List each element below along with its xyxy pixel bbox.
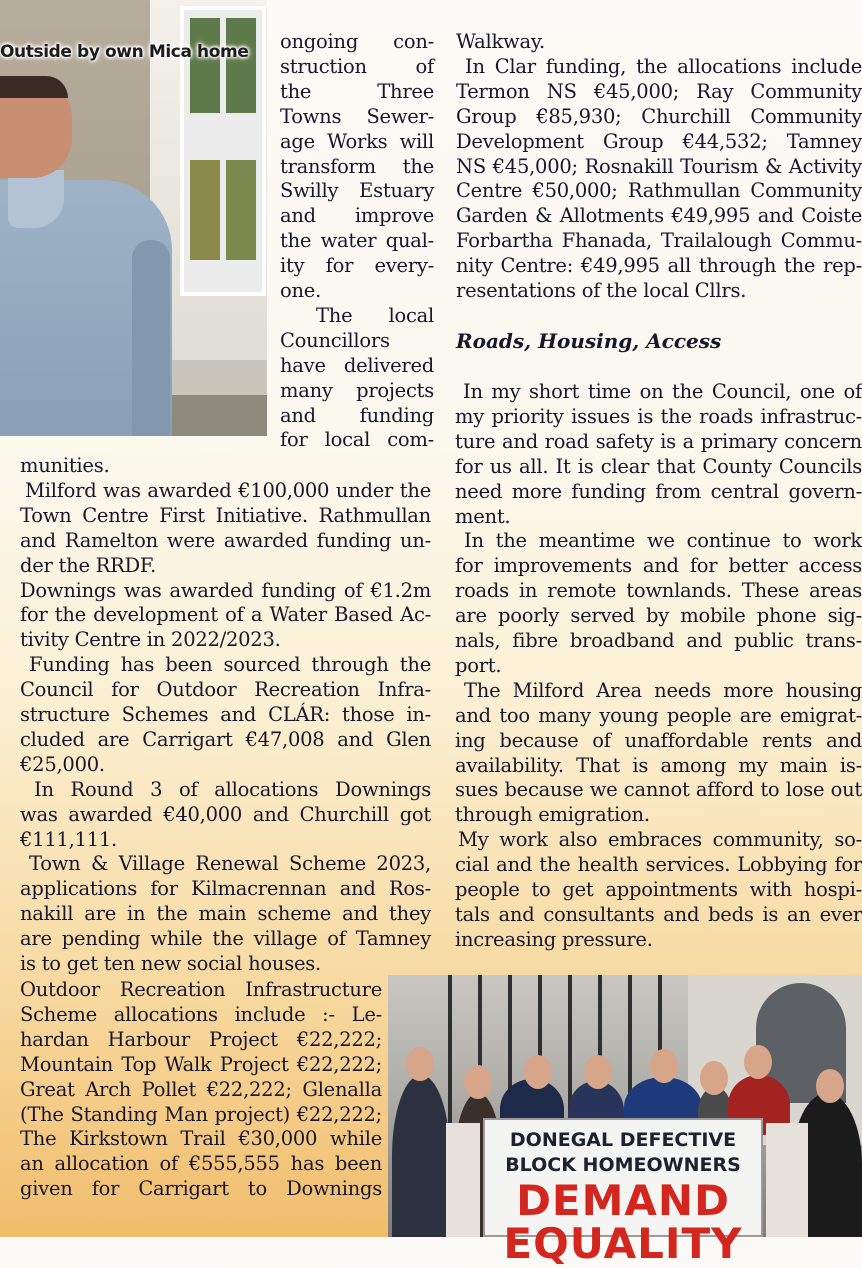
text-line: €111,111. (20, 827, 117, 851)
person-hair (0, 76, 68, 98)
text-line: tals and consultants and beds is an ever (455, 902, 862, 926)
text-line: for the development of a Water Based Ac- (20, 603, 431, 627)
text-line: Scheme allocations include :- Le- (20, 1002, 382, 1026)
photo-homeowner-outside-house (0, 0, 267, 436)
text-line: Outdoor Recreation Infrastructure (20, 978, 382, 1001)
protester-face (464, 1065, 492, 1099)
text-line: Development Group €44,532; Tamney (456, 129, 862, 153)
text-line: ment. (455, 504, 511, 528)
text-line: for us all. It is clear that County Councils (455, 454, 862, 478)
protest-banner (483, 1118, 763, 1268)
text-line: Town & Village Renewal Scheme 2023, (29, 852, 431, 876)
text-line: for improvements and for better access (455, 554, 862, 578)
text-line: der the RRDF. (20, 553, 157, 577)
text-line: Walkway. (456, 30, 545, 53)
text-line: an allocation of €555,555 has been (20, 1152, 382, 1176)
text-line: given for Carrigart to Downings (20, 1177, 382, 1201)
text-line: Garden & Allotments €49,995 and Coiste (456, 204, 862, 228)
placard-right (766, 1123, 808, 1237)
text-line: applications for Kilmacrennan and Ros- (20, 877, 431, 901)
text-line: have delivered (280, 353, 434, 377)
text-line: cial and the health services. Lobbying for (455, 853, 862, 877)
text-line: and funding (280, 403, 434, 427)
text-line: In Clar funding, the allocations include (465, 54, 862, 78)
text-line: munities. (20, 454, 110, 477)
text-line: and improve (280, 204, 434, 228)
text-line: are pending while the village of Tamney (20, 927, 431, 951)
text-line: (The Standing Man project) €22,222; (20, 1102, 382, 1126)
text-line: ture and road safety is a primary concern (455, 429, 862, 453)
text-line: struction of (280, 54, 434, 78)
person-arm (132, 240, 170, 436)
banner-line-2: BLOCK HOMEOWNERS (505, 1154, 741, 1176)
house-sill (168, 360, 267, 400)
text-line: hardan Harbour Project €22,222; (20, 1027, 382, 1051)
text-line: increasing pressure. (455, 927, 653, 951)
text-line: resentations of the local Cllrs. (456, 279, 747, 302)
banner-line-1: DONEGAL DEFECTIVE (509, 1129, 737, 1151)
text-line: nals, fibre broadband and public trans- (455, 629, 862, 652)
protester-face (524, 1055, 552, 1089)
section-heading: Roads, Housing, Access (456, 329, 722, 353)
text-line: The Kirkstown Trail €30,000 while (20, 1127, 382, 1151)
text-line: Mountain Top Walk Project €22,222; (20, 1052, 382, 1076)
text-line: one. (280, 279, 322, 302)
text-line: Swilly Estuary (280, 179, 434, 203)
text-line: age Works will (280, 129, 434, 153)
text-line: Council for Outdoor Recreation Infra- (20, 678, 431, 702)
text-line: the Three (280, 79, 434, 103)
text-line: ity for every- (280, 254, 434, 278)
protester (392, 1075, 450, 1237)
protester-face (406, 1047, 434, 1081)
text-line: tivity Centre in 2022/2023. (20, 628, 281, 652)
text-line: my priority issues is the roads infrastruc- (455, 404, 862, 428)
text-line: NS €45,000; Rosnakill Tourism & Activity (456, 154, 862, 178)
text-line: Town Centre First Initiative. Rathmullan (20, 503, 431, 527)
text-line: Centre €50,000; Rathmullan Community (456, 179, 862, 203)
text-line: roads in remote townlands. These areas (455, 579, 862, 603)
text-line: need more funding from central govern- (455, 479, 862, 503)
banner-line-4: EQUALITY (503, 1219, 743, 1268)
text-line: availability. That is among my main is- (455, 753, 862, 777)
text-line: Downings was awarded funding of €1.2m (20, 578, 431, 602)
text-line: Group €85,930; Churchill Community (456, 104, 862, 128)
protester-face (650, 1049, 678, 1083)
text-line: In Round 3 of allocations Downings (34, 777, 431, 801)
text-line: and Ramelton were awarded funding un- (20, 528, 431, 552)
text-line: Great Arch Pollet €22,222; Glenalla (20, 1077, 382, 1101)
protester-face (816, 1069, 844, 1103)
text-line: ongoing con- (280, 30, 434, 53)
protester-face (700, 1061, 728, 1095)
banner-line-3: DEMAND (516, 1176, 730, 1225)
text-line: was awarded €40,000 and Churchill got (20, 802, 431, 826)
photo-caption: Outside by own Mica home (0, 42, 249, 62)
text-line: In the meantime we continue to work (464, 529, 862, 553)
text-line: is to get ten new social houses. (20, 952, 321, 975)
photo-protest (388, 975, 862, 1268)
text-line: port. (455, 653, 502, 677)
text-line: The Milford Area needs more housing (464, 678, 862, 702)
text-line: many projects (280, 378, 434, 402)
text-line: €25,000. (20, 752, 105, 776)
text-line: The local (316, 303, 434, 327)
text-line: Milford was awarded €100,000 under the (25, 478, 431, 502)
text-line: and too many young people are emigrat- (455, 703, 862, 727)
text-line: transform the (280, 154, 434, 178)
text-line: sues because we cannot afford to lose out (455, 778, 862, 802)
text-line: Councillors (280, 328, 390, 352)
text-line: people to get appointments with hospi- (455, 878, 862, 901)
text-line: My work also embraces community, so- (458, 828, 862, 852)
text-line: through emigration. (455, 803, 650, 827)
text-line: for local com- (280, 428, 434, 452)
text-line: structure Schemes and CLÁR: those in- (20, 703, 431, 726)
text-line: nity Centre: €49,995 all through the rep- (456, 254, 862, 278)
protester-face (744, 1045, 772, 1079)
text-line: are poorly served by mobile phone sig- (455, 604, 862, 628)
protester-face (584, 1055, 612, 1089)
text-line: In my short time on the Council, one of (463, 380, 862, 403)
text-line: the water qual- (280, 229, 434, 253)
placard-left (446, 1123, 480, 1237)
text-line: cluded are Carrigart €47,008 and Glen (20, 727, 431, 751)
text-line: nakill are in the main scheme and they (20, 902, 431, 926)
text-line: Forbartha Fhanada, Trailalough Commu- (456, 229, 862, 253)
text-line: Towns Sewer- (280, 104, 434, 128)
text-line: Funding has been sourced through the (29, 653, 431, 677)
text-line: ing because of unaffordable rents and (455, 728, 862, 752)
text-line: Termon NS €45,000; Ray Community (456, 79, 862, 103)
